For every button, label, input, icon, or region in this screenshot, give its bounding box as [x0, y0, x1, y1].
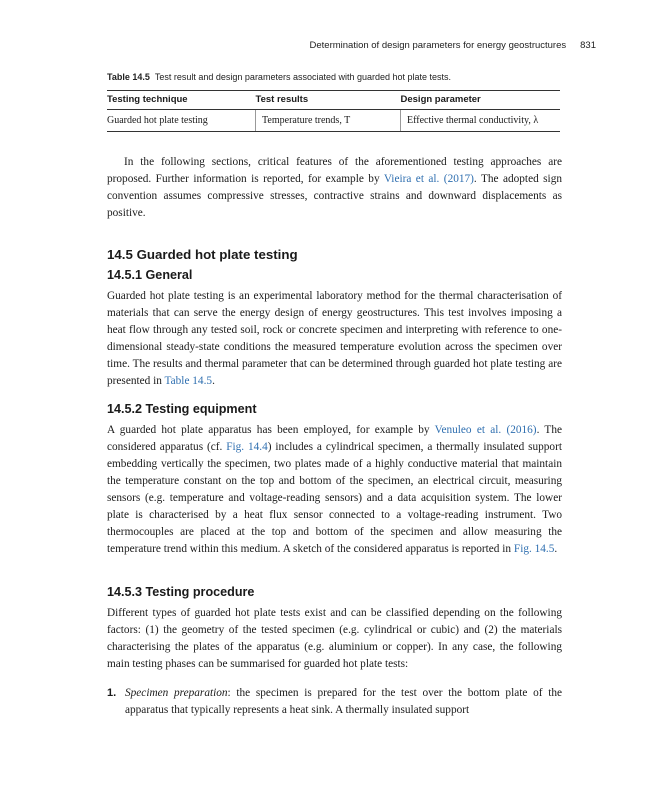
list-text: : the specimen is prepared for the test over the bottom plate of the apparatus that typically represents a heat sink. A thermally insulated support [125, 687, 562, 716]
table-cell: Temperature trends, T [256, 110, 401, 132]
general-paragraph [107, 288, 562, 390]
equipment-text-c: ) includes a cylindrical specimen, a thermally insulated support embedding vertically the specimen, two plates made of a highly conductive material that maintain the temperature constant on the top and bottom of the specimen, an electrical circuit, measuring sensors (e.g. temperature and voltage-reading sensors) and a data acquisition system. The lower plate is characterised by a heat flux sensor connected to a voltage-reading instrument. Two thermocouples are placed at the top and bottom of the specimen and allow measuring the temperature trend within this medium. A sketch of the considered apparatus is reported in [107, 441, 562, 555]
table-header-cell: Testing technique [107, 91, 256, 110]
table-header-cell: Design parameter [401, 91, 561, 110]
list-item [107, 685, 562, 719]
table-header-cell: Test results [256, 91, 401, 110]
citation-link[interactable]: Vieira et al. (2017) [383, 173, 474, 185]
running-head [310, 40, 597, 51]
table-caption-text: Test result and design parameters associated with guarded hot plate tests. [154, 72, 452, 82]
subsection-heading-general: 14.5.1 General [107, 268, 193, 282]
procedure-text: Different types of guarded hot plate tests exist and can be classified depending on the following factors: (1) the geometry of the tested specimen (e.g. cylindrical or cubic) and (2) the materials characterising the plates of the apparatus (e.g. aluminium or copper). In any case, the following main testing phases can be summarised for guarded hot plate tests: [107, 607, 562, 670]
list-number: 1. [107, 687, 117, 699]
section-heading: 14.5 Guarded hot plate testing [107, 247, 298, 262]
page-number: 831 [580, 40, 596, 51]
running-head-title: Determination of design parameters for energy geostructures [309, 40, 567, 51]
citation-link[interactable]: Venuleo et al. (2016) [434, 424, 537, 436]
procedure-paragraph [107, 605, 562, 673]
equipment-paragraph [107, 422, 562, 558]
subsection-heading-procedure: 14.5.3 Testing procedure [107, 585, 255, 599]
equipment-text-b: . The considered apparatus (cf. [107, 424, 562, 453]
equipment-text-d: . [554, 543, 558, 555]
general-text-b: . [212, 375, 215, 387]
intro-paragraph [107, 154, 562, 222]
table-caption [107, 72, 560, 82]
figure-link[interactable]: Fig. 14.5 [513, 543, 555, 555]
table-header-row [107, 91, 560, 110]
results-table [107, 90, 560, 132]
table-block [107, 72, 560, 132]
list-term: Specimen preparation [125, 687, 228, 699]
intro-text-a: In the following sections, critical features of the aforementioned testing approaches are proposed. Further information is reported, for example by [107, 156, 562, 185]
table-cell: Effective thermal conductivity, λ [401, 110, 561, 132]
intro-text-b: . The adopted sign convention assumes compressive stresses, contractive strains and downward displacements as positive. [107, 173, 562, 219]
table-cell: Guarded hot plate testing [107, 110, 256, 132]
table-caption-label: Table 14.5 [107, 72, 150, 82]
subsection-heading-equipment: 14.5.2 Testing equipment [107, 402, 257, 416]
table-row [107, 110, 560, 132]
equipment-text-a: A guarded hot plate apparatus has been employed, for example by [107, 424, 435, 436]
figure-link[interactable]: Fig. 14.4 [226, 441, 268, 453]
general-text-a: Guarded hot plate testing is an experimental laboratory method for the thermal characterisation of materials that can serve the energy design of energy geostructures. This test involves imposing a heat flow through any tested soil, rock or concrete specimen and interpreting with reference to one-dimensional steady-state conditions the measured temperature evolution across the specimen over time. The results and thermal parameter that can be determined through guarded hot plate testing are presented in [107, 290, 562, 387]
table-link[interactable]: Table 14.5 [164, 375, 213, 387]
